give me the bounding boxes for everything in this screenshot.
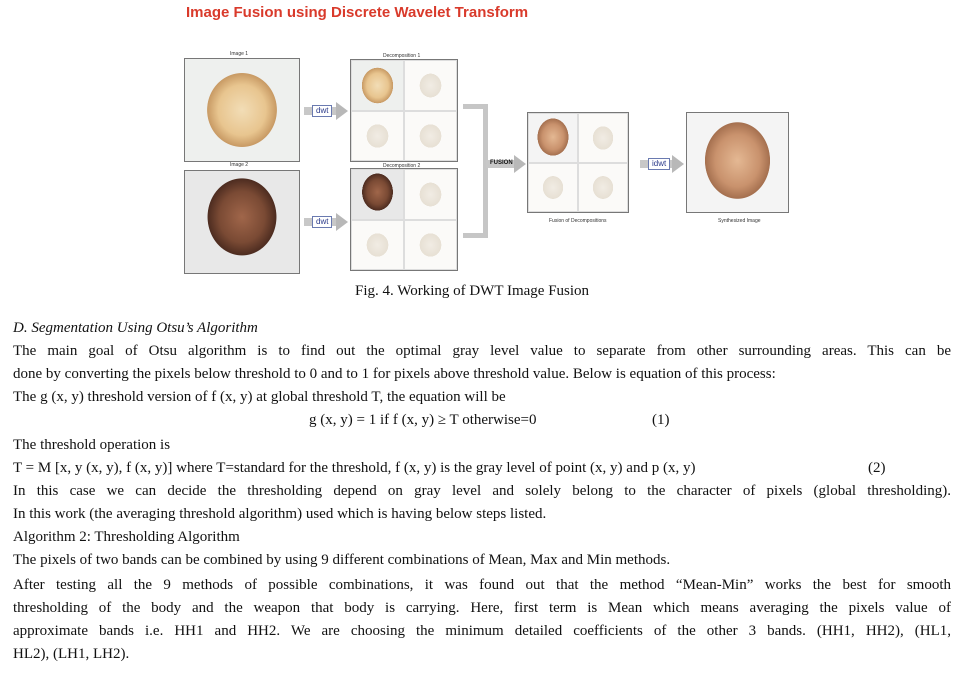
synth-label: Synthesized Image xyxy=(718,218,761,224)
fusion-arrow-head xyxy=(514,155,526,173)
decomposition-1 xyxy=(350,59,458,162)
section-heading: D. Segmentation Using Otsu’s Algorithm xyxy=(13,320,258,336)
equation-1: g (x, y) = 1 if f (x, y) ≥ T otherwise=0 xyxy=(309,412,537,428)
paragraph-line: thresholding of the body and the weapon that body is carrying. Here, first term is Mean which means averaging the pixels value of xyxy=(13,600,951,616)
decomp1-label: Decomposition 1 xyxy=(383,53,421,59)
paragraph-line: In this case we can decide the thresholding depend on gray level and solely belong to the character of pixels (global thresholding). xyxy=(13,483,951,499)
decomposition-2 xyxy=(350,168,458,271)
paragraph-line: After testing all the 9 methods of possible combinations, it was found out that the method “Mean-Min” works the best for smooth xyxy=(13,577,951,593)
fused-decomposition xyxy=(527,112,629,213)
idwt-arrow-head xyxy=(672,155,684,173)
image2-label: Image 2 xyxy=(230,162,249,168)
dwt-label-2: dwt xyxy=(312,216,332,228)
paragraph-line: approximate bands i.e. HH1 and HH2. We are choosing the minimum detailed coefficients of the other 3 bands. (HH1, HH2), (HL1, xyxy=(13,623,951,639)
dwt-arrow-head-1 xyxy=(336,102,348,120)
image1-mask xyxy=(184,58,300,162)
paragraph-line: The main goal of Otsu algorithm is to find out the optimal gray level value to separate from other surrounding areas. This can be xyxy=(13,343,951,359)
idwt-label: idwt xyxy=(648,158,670,170)
figure-title: Image Fusion using Discrete Wavelet Transform xyxy=(186,4,529,21)
dwt-label-1: dwt xyxy=(312,105,332,117)
paragraph-line: The pixels of two bands can be combined by using 9 different combinations of Mean, Max and Min methods. xyxy=(13,552,671,568)
fusion-bracket xyxy=(463,104,488,238)
fusion-of-label: Fusion of Decompositions xyxy=(549,218,607,224)
image2-bust xyxy=(184,170,300,274)
paragraph-line: HL2), (LH1, LH2). xyxy=(13,646,130,662)
algorithm-title: Algorithm 2: Thresholding Algorithm xyxy=(13,529,240,545)
equation-2-number: (2) xyxy=(868,460,886,476)
paragraph-line: The threshold operation is xyxy=(13,437,171,453)
dwt-arrow-head-2 xyxy=(336,213,348,231)
fusion-label: FUSION xyxy=(490,160,513,166)
equation-1-number: (1) xyxy=(652,412,670,428)
decomp2-label: Decomposition 2 xyxy=(383,163,421,169)
paragraph-line: done by converting the pixels below threshold to 0 and to 1 for pixels above threshold value. Below is equation of this process: xyxy=(13,366,776,382)
equation-2: T = M [x, y (x, y), f (x, y)] where T=standard for the threshold, f (x, y) is the gray level of point (x, y) and p (x, y) xyxy=(13,460,696,476)
image1-label: Image 1 xyxy=(230,51,249,57)
figure-caption: Fig. 4. Working of DWT Image Fusion xyxy=(355,283,590,299)
paragraph-line: The g (x, y) threshold version of f (x, y) at global threshold T, the equation will be xyxy=(13,389,506,405)
synthesized-image xyxy=(686,112,789,213)
paragraph-line: In this work (the averaging threshold algorithm) used which is having below steps listed. xyxy=(13,506,547,522)
